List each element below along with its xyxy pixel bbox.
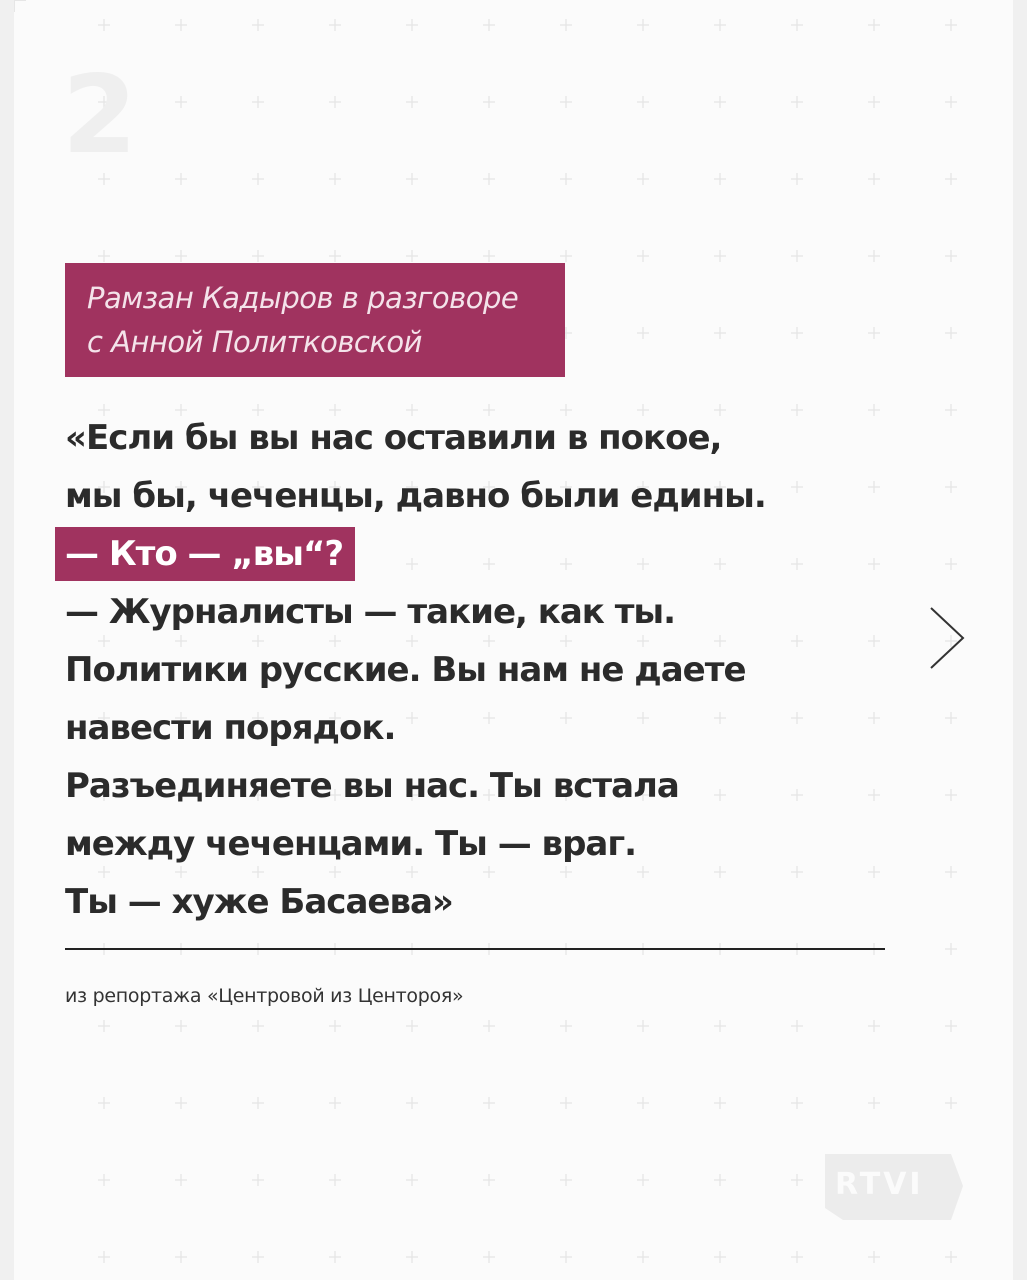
quote-line: между чеченцами. Ты — враг.: [65, 824, 637, 864]
quote-text: [65, 409, 825, 931]
rtvi-logo: [823, 1152, 965, 1222]
quote-line: мы бы, чеченцы, давно были едины.: [65, 476, 766, 516]
quote-line: Разъединяете вы нас. Ты встала: [65, 766, 679, 806]
chevron-right-icon[interactable]: [925, 606, 967, 670]
svg-text:RTVI: RTVI: [835, 1167, 924, 1202]
quote-line: Политики русские. Вы нам не даете: [65, 650, 746, 690]
quote-line: навести порядок.: [65, 708, 396, 748]
quote-line: Ты — хуже Басаева»: [65, 882, 453, 922]
slide-number: 2: [62, 53, 138, 178]
divider: [65, 948, 885, 950]
source-line-2: с Анной Политковской: [87, 325, 422, 359]
quote-line: — Журналисты — такие, как ты.: [65, 592, 676, 632]
source-line-1: Рамзан Кадыров в разговоре: [87, 281, 519, 315]
source-attribution-box: [65, 263, 565, 377]
quote-line-highlight-row: [65, 525, 825, 583]
source-caption: из репортажа «Центровой из Центороя»: [65, 985, 464, 1007]
quote-highlight: — Кто — „вы“?: [55, 527, 355, 581]
quote-line: «Если бы вы нас оставили в покое,: [65, 418, 722, 458]
